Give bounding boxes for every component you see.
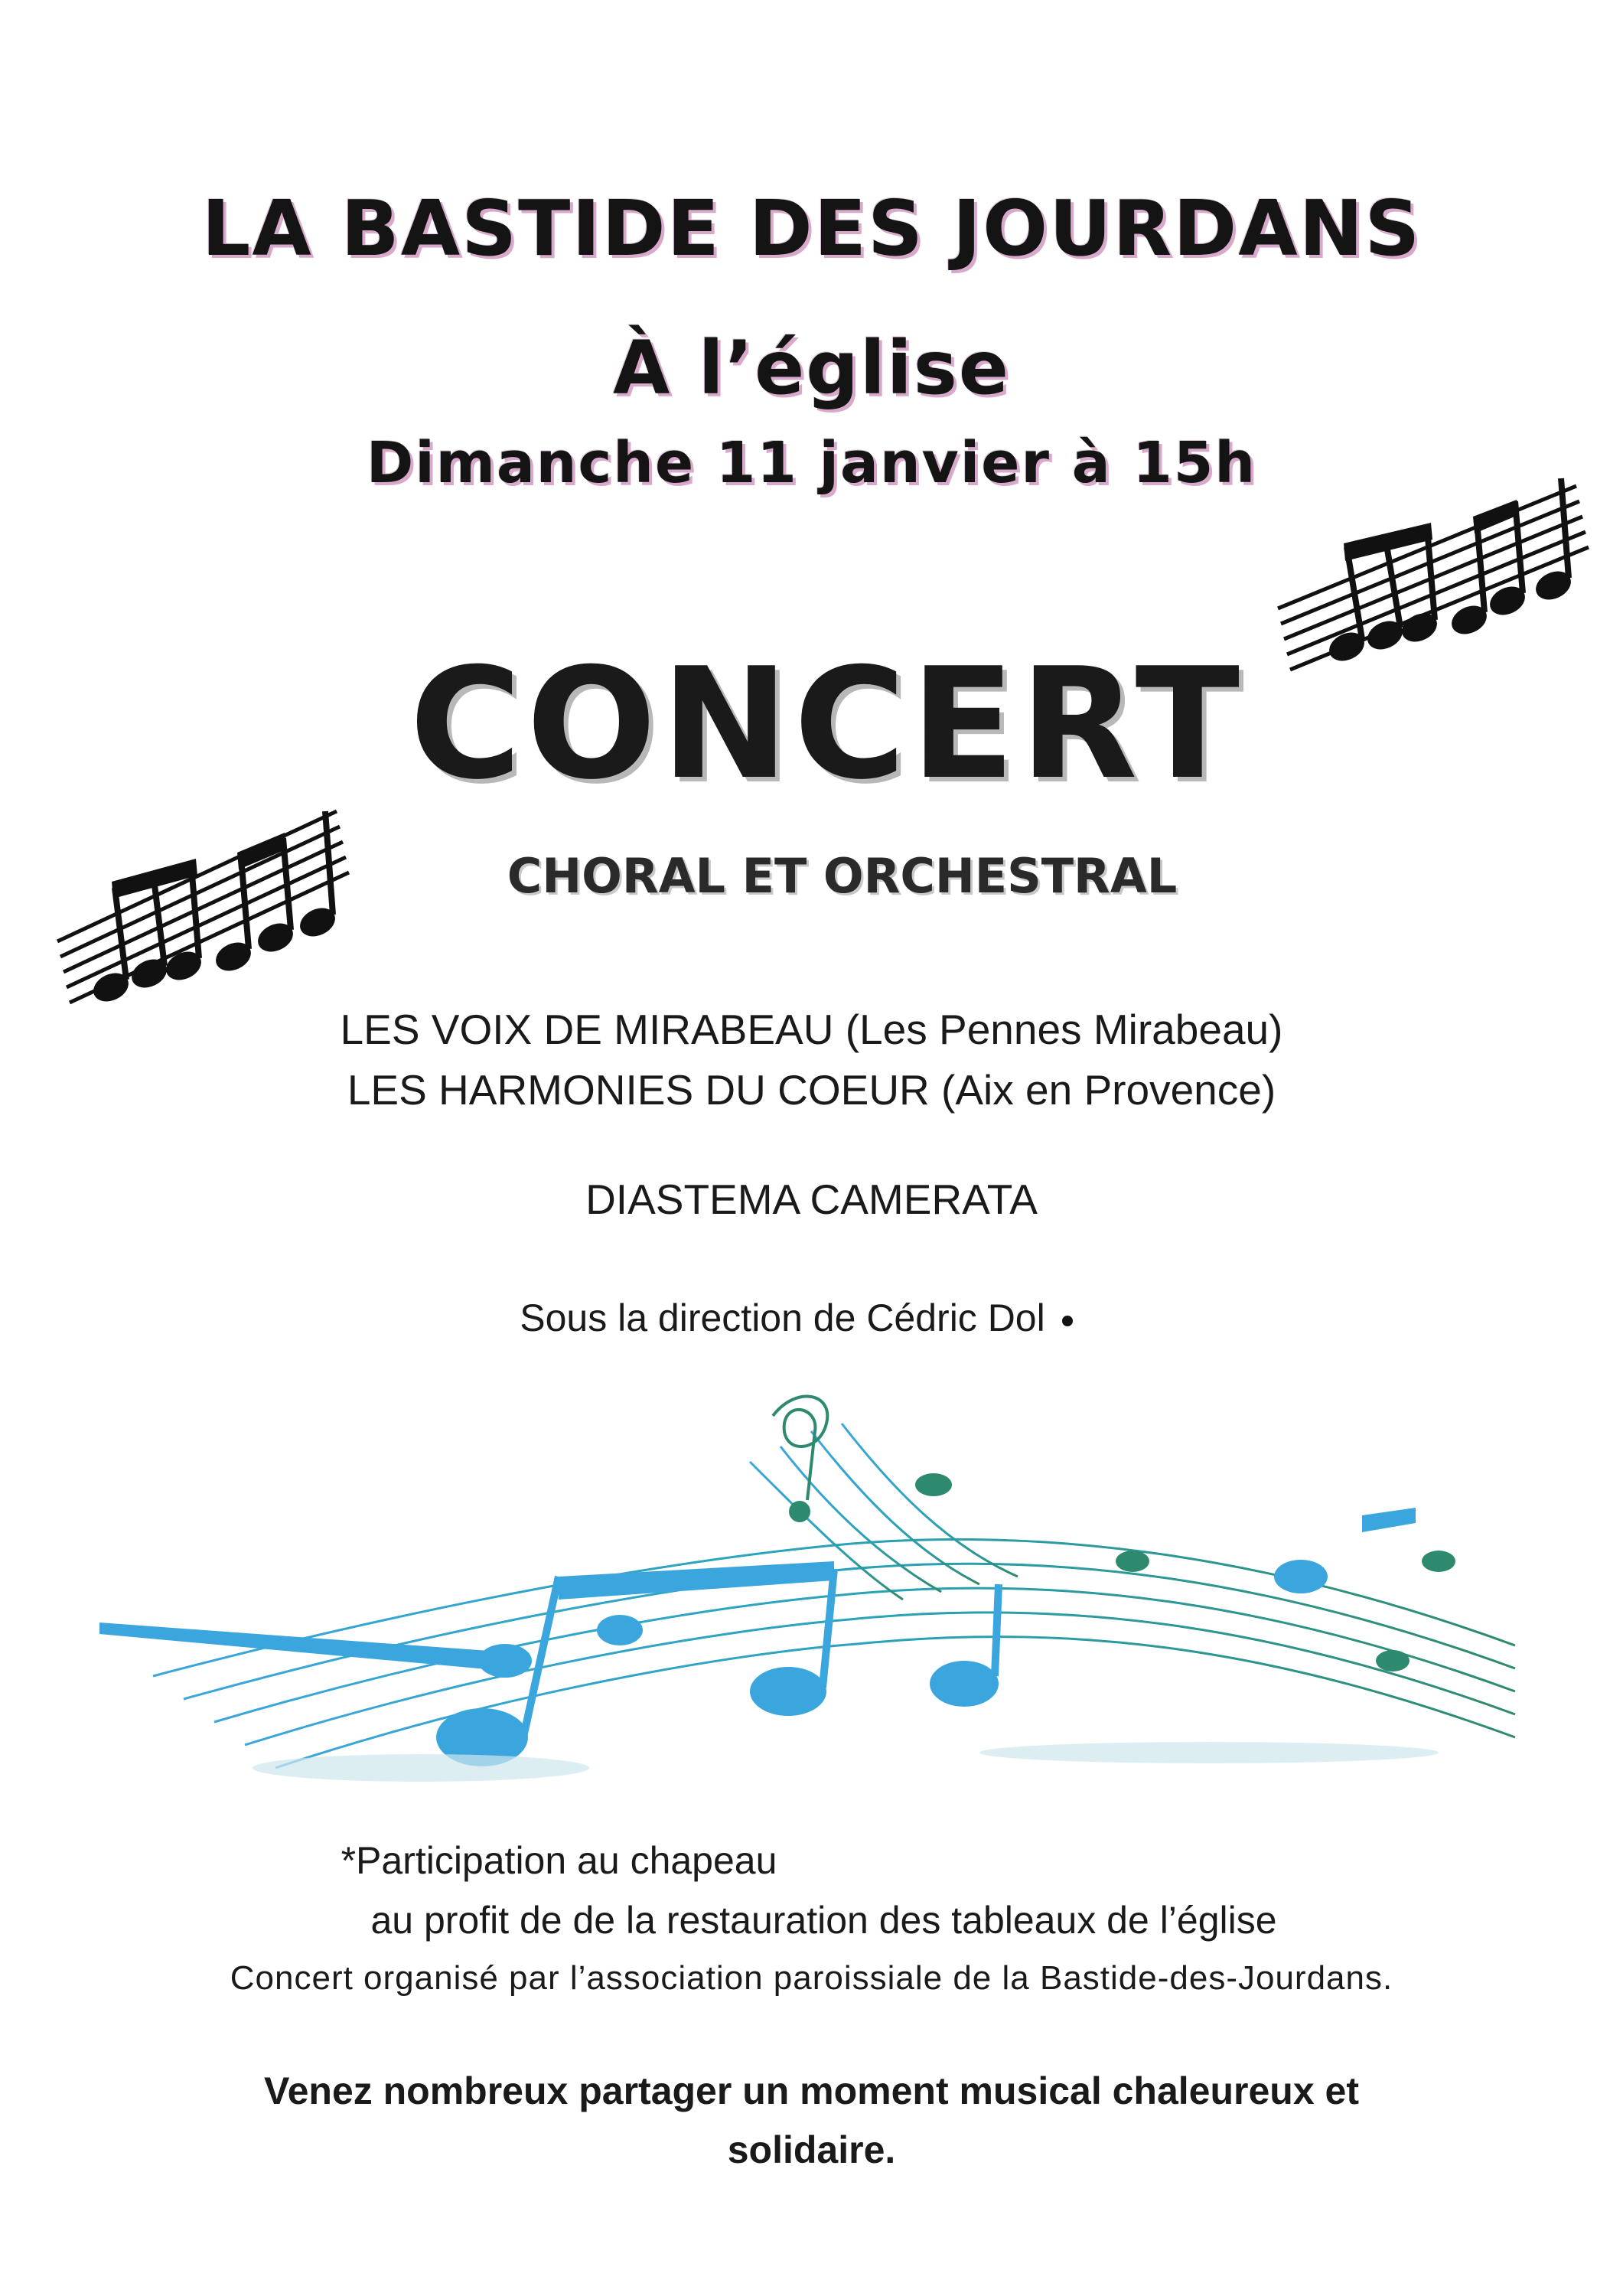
director-text: Sous la direction de Cédric Dol (520, 1296, 1045, 1339)
ensemble-name: DIASTEMA CAMERATA (585, 1176, 1038, 1223)
choir-2: LES HARMONIES DU COEUR (Aix en Provence) (347, 1066, 1276, 1114)
participation-note: *Participation au chapeau (341, 1839, 777, 1882)
bullet-dot (1062, 1316, 1073, 1326)
choir-1: LES VOIX DE MIRABEAU (Les Pennes Mirabeau) (340, 1006, 1283, 1053)
poster-headline-sub: CHORAL ET ORCHESTRAL (507, 848, 1178, 904)
poster-headline: CONCERT (409, 635, 1245, 814)
poster-venue: À l’église (613, 325, 1010, 411)
invite-line-2: solidaire. (727, 2128, 896, 2171)
invite-line-1: Venez nombreux partager un moment musical chaleureux et (264, 2069, 1359, 2112)
music-notes-icon (54, 796, 352, 1018)
flowing-music-staff-illustration (61, 1370, 1584, 1799)
poster-date: Dimanche 11 janvier à 15h (366, 430, 1257, 496)
director-line (0, 1296, 1608, 1340)
organiser-note: Concert organisé par l’association paroissiale de la Bastide-des-Jourdans. (230, 1959, 1393, 1997)
poster-town: LA BASTIDE DES JOURDANS (201, 184, 1422, 273)
profit-note: au profit de de la restauration des tableaux de l’église (370, 1899, 1277, 1942)
